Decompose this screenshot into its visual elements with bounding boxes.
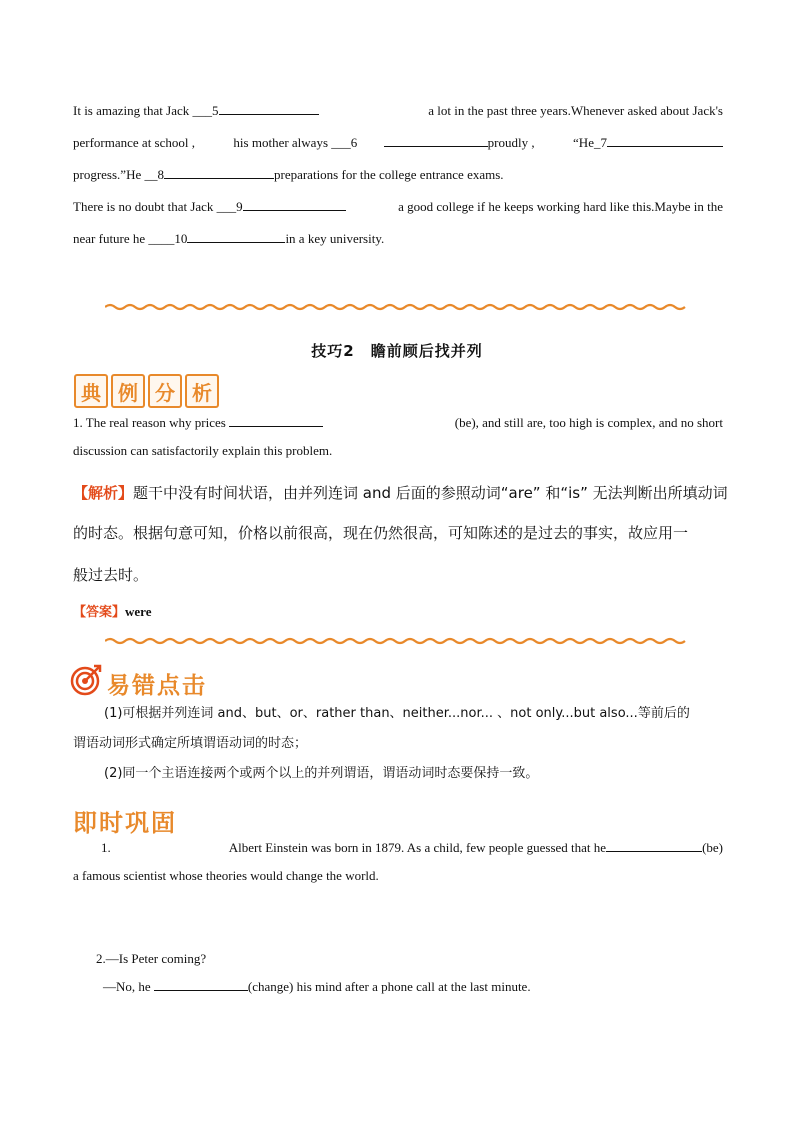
example-banner [74,374,219,408]
passage-line-1 [73,102,723,120]
question-text: 1. The real reason why prices [73,415,226,430]
answer-blank[interactable] [606,839,702,852]
question-text: —No, he [103,979,151,994]
passage-text: progress.”He __8 [73,167,164,182]
answer-blank[interactable] [187,230,285,243]
question-text: (be), and still are, too high is complex, and no short [454,415,723,430]
passage-text: in a key university. [285,231,385,246]
tips-heading: 易错点击 [107,673,207,699]
question-text: (be) [702,840,723,855]
question-text: Albert Einstein was born in 1879. As a child, few people guessed that he [228,840,607,855]
question-text: a famous scientist whose theories would change the world. [73,868,379,883]
banner-char: 典 [74,374,108,408]
practice-question-1-line-2 [73,867,723,885]
passage-text: preparations for the college entrance exams. [273,167,504,182]
analysis-text: 题干中没有时间状语，由并列连词 and 后面的参照动词“are” 和“is” 无法判断出所填动词 [133,484,728,502]
banner-char: 析 [185,374,219,408]
wavy-divider [105,303,690,311]
example-question-line-1 [73,414,723,432]
passage-line-3 [73,166,723,184]
answer-blank[interactable] [164,166,274,179]
practice-question-2-line-2 [103,978,753,996]
answer-blank[interactable] [154,978,248,991]
passage-text: It is amazing that Jack ___5 [73,103,219,118]
answer-blank[interactable] [219,102,319,115]
passage-text: There is no doubt that Jack ___9 [73,199,243,214]
banner-char: 例 [111,374,145,408]
passage-line-2 [73,134,723,152]
analysis-line-2 [73,522,723,544]
practice-heading: 即时巩固 [73,809,177,837]
analysis-line-1 [73,482,728,504]
answer-label: 【答案】 [73,605,126,620]
tip-text: (1)可根据并列连词 and、but、or、rather than、neither...nor... 、not only...but also...等前后的 [104,706,690,721]
tip-2-line [104,764,724,784]
passage-line-5 [73,230,723,248]
practice-question-2-line-1 [96,950,746,968]
passage-line-4 [73,198,723,216]
answer-blank[interactable] [607,134,723,147]
analysis-text: 的时态。根据句意可知，价格以前很高，现在仍然很高，可知陈述的是过去的事实，故应用一 [73,524,689,542]
tip-text: (2)同一个主语连接两个或两个以上的并列谓语，谓语动词时态要保持一致。 [104,766,539,781]
answer-line [73,603,723,622]
answer-value: were [125,604,152,619]
answer-blank[interactable] [229,414,323,427]
passage-text: performance at school , [73,135,196,150]
analysis-text: 般过去时。 [73,566,149,584]
question-text: (change) his mind after a phone call at the last minute. [247,979,531,994]
analysis-line-3 [73,564,723,586]
passage-text: a lot in the past three years.Whenever asked about Jack's [428,103,723,118]
banner-char: 分 [148,374,182,408]
passage-text: a good college if he keeps working hard like this.Maybe in the [398,199,723,214]
answer-blank[interactable] [384,134,488,147]
question-text: discussion can satisfactorily explain this problem. [73,443,333,458]
passage-text: near future he ____10 [73,231,188,246]
passage-text: his mother always ___6 [233,135,358,150]
example-question-line-2 [73,442,723,460]
section-title: 技巧2 瞻前顾后找并列 [311,342,483,360]
tip-1-line-1 [104,704,724,724]
wavy-divider [105,637,690,645]
question-text: 2.—Is Peter coming? [96,951,207,966]
answer-blank[interactable] [243,198,346,211]
tip-1-line-2 [73,734,723,754]
tip-text: 谓语动词形式确定所填谓语动词的时态； [73,736,308,751]
passage-text: proudly , [487,135,535,150]
practice-question-1-line-1 [73,839,723,857]
passage-text: “He_7 [573,135,607,150]
question-number: 1. [101,840,111,855]
analysis-label: 【解析】 [73,484,134,502]
target-icon [70,664,102,696]
